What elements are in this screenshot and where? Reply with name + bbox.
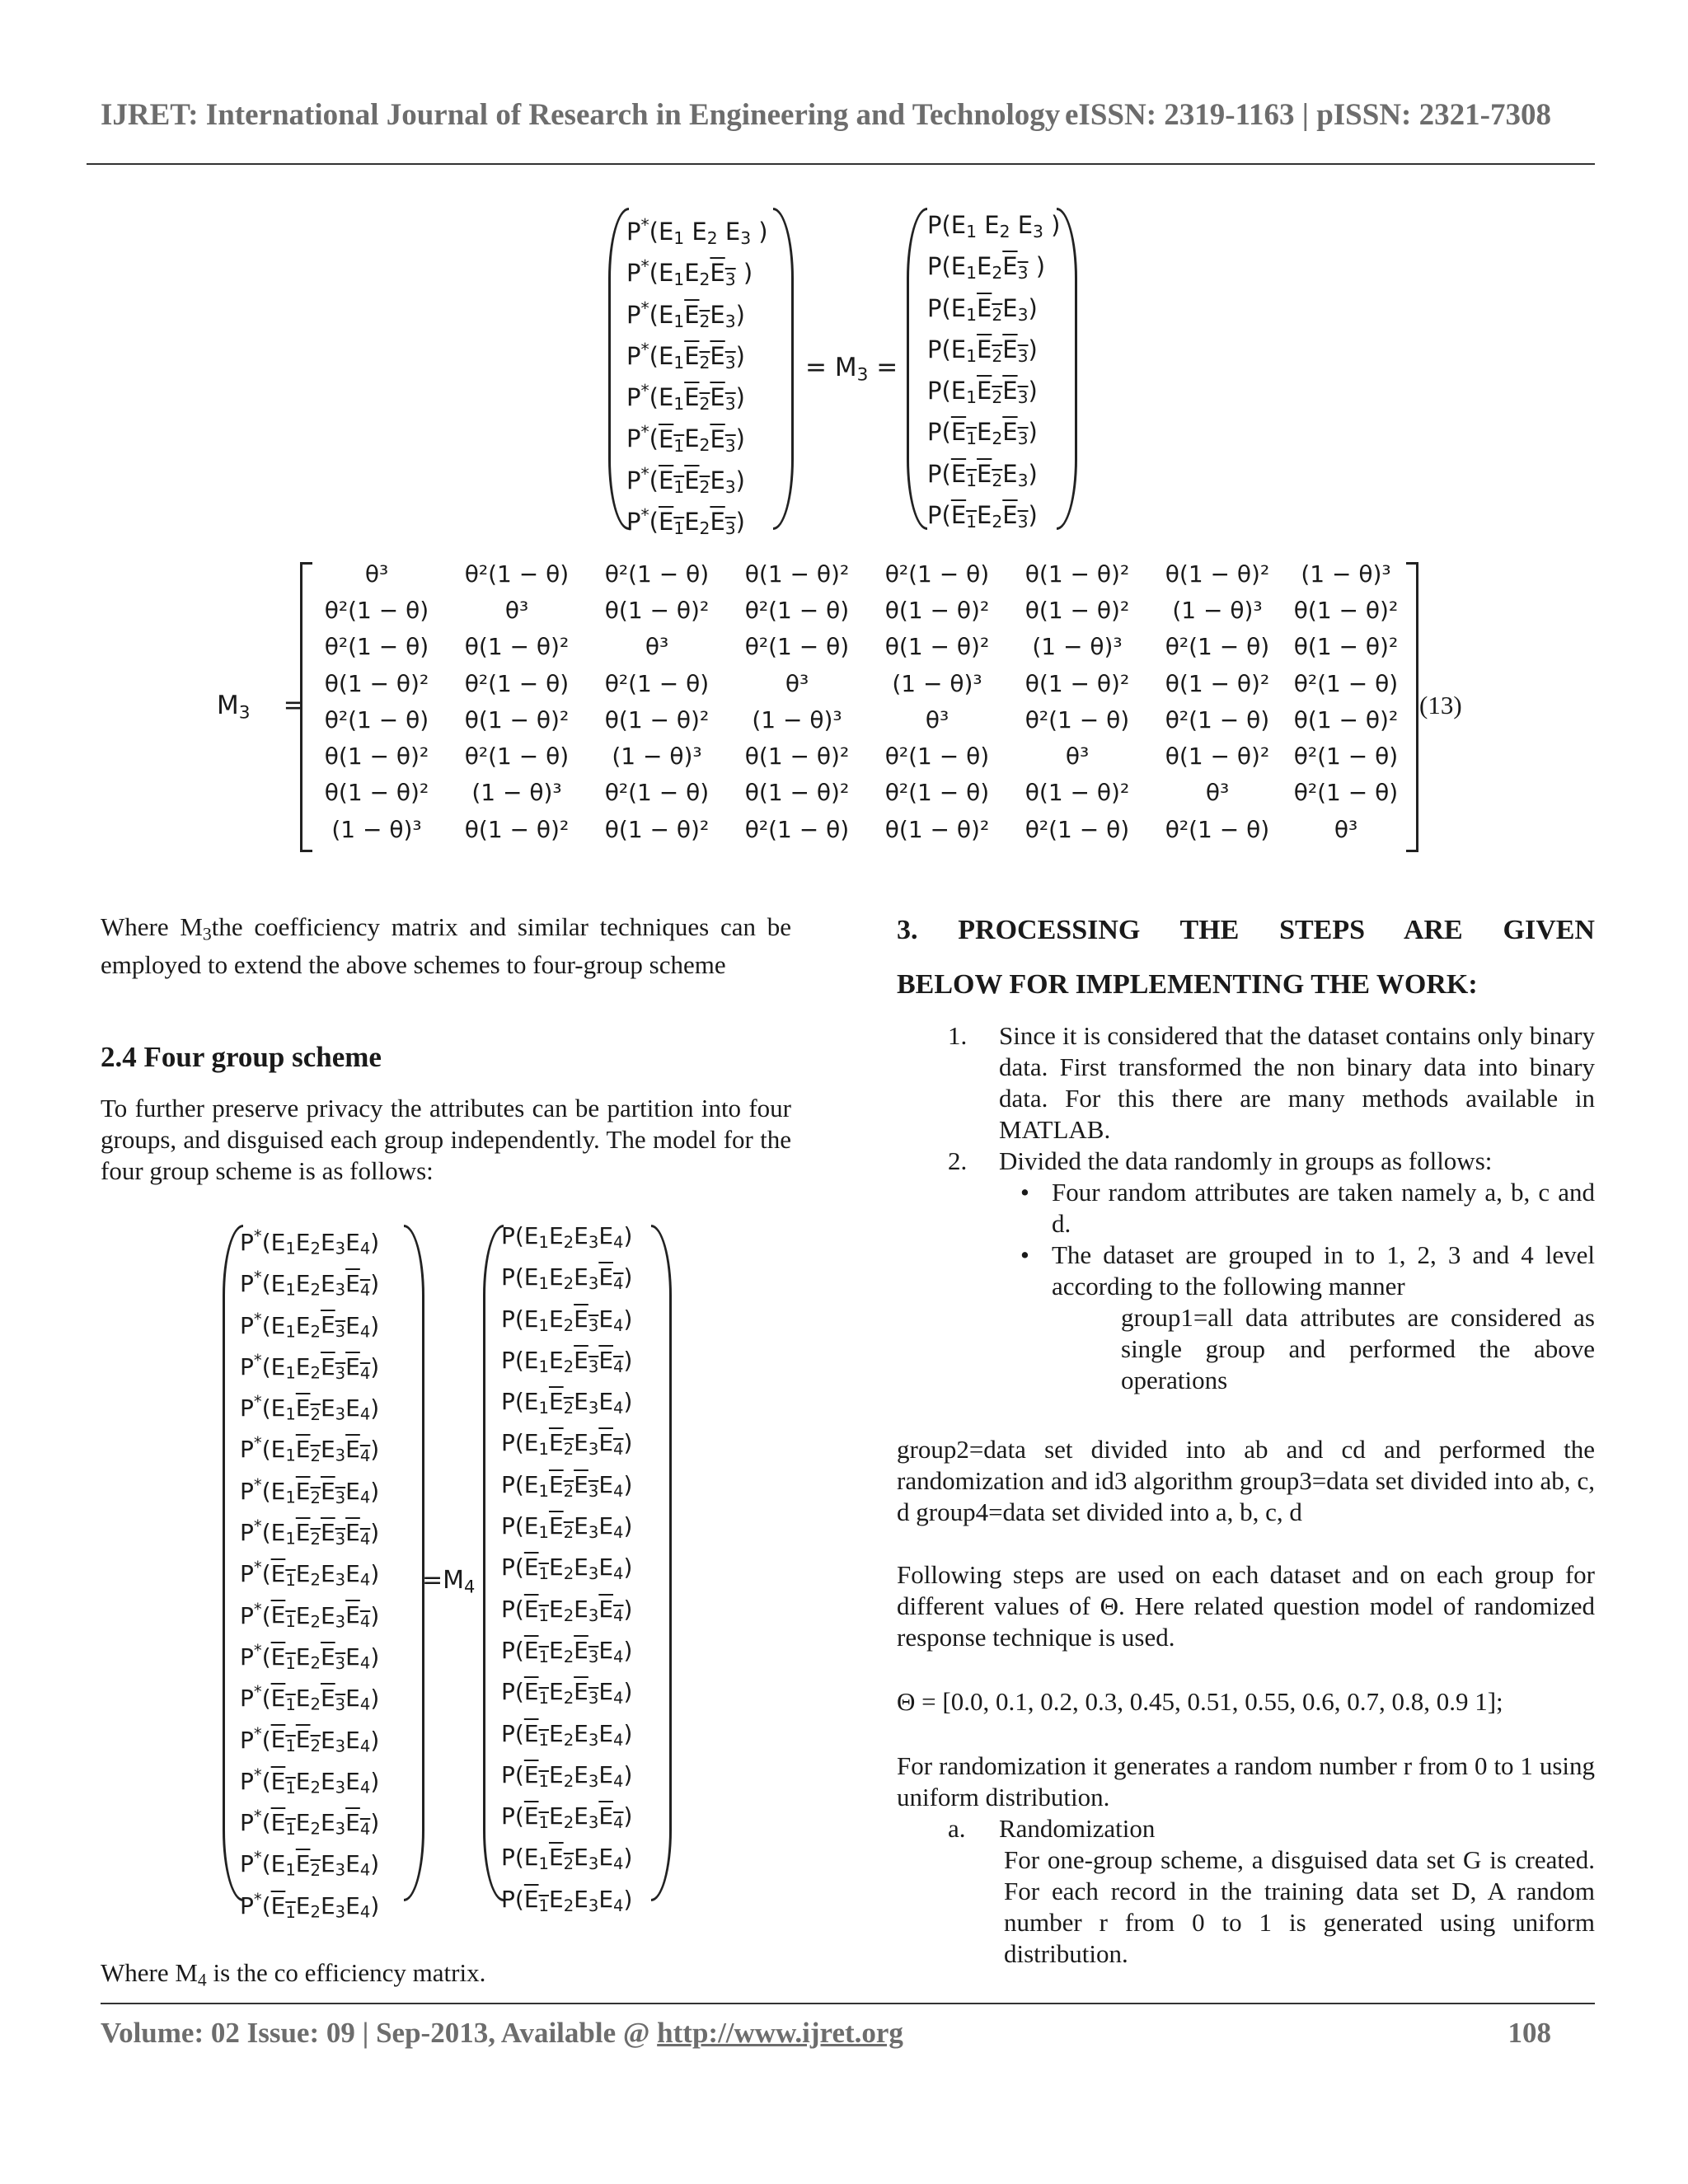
matrix-cell: θ³: [1334, 815, 1358, 843]
matrix-cell: θ(1 − θ)²: [884, 815, 990, 843]
equation-number-13: (13): [1419, 691, 1462, 719]
right-vector-paren: [404, 1225, 424, 1901]
matrix-cell: θ²(1 − θ): [1165, 705, 1270, 733]
matrix-cell: θ(1 − θ)²: [884, 596, 990, 624]
bullet-icon: •: [1020, 1178, 1029, 1207]
footer-rule: [101, 2003, 1595, 2004]
journal-title: IJRET: International Journal of Research in Engineering and Technology: [101, 98, 1061, 132]
matrix-cell: θ(1 − θ)²: [324, 743, 429, 771]
matrix-cell: θ(1 − θ)²: [1293, 705, 1399, 733]
group1-text: group1=all data attributes are considered as single group and performed the above operations: [1121, 1303, 1595, 1394]
matrix-cell: θ(1 − θ)²: [604, 815, 710, 843]
list-item-1: Since it is considered that the dataset contains only binary data. First transformed the non binary data into binary data. For this there are many methods available in MATLAB.: [999, 1021, 1595, 1144]
matrix-cell: θ³: [364, 560, 389, 588]
randomization-description: For one-group scheme, a disguised data set G is created. For each record in the training data set D, A random number r from 0 to 1 is generated using uniform distribution.: [1004, 1845, 1595, 1968]
paragraph-four-group: To further preserve privacy the attributes can be partition into four groups, and disguised each group independently. The model for the four group scheme is as follows:: [101, 1094, 791, 1185]
matrix-cell: θ²(1 − θ): [604, 779, 710, 807]
journal-header: [101, 97, 1592, 133]
matrix-cell: θ(1 − θ)²: [1025, 779, 1130, 807]
matrix-cell: (1 − θ)³: [331, 815, 422, 843]
journal-link[interactable]: http://www.ijret.org: [657, 2017, 903, 2049]
paragraph-following-steps: Following steps are used on each dataset and on each group for different values of Θ. Here related question model of randomized response technique is used.: [897, 1560, 1595, 1652]
matrix-cell: θ²(1 − θ): [464, 669, 570, 697]
section-heading-2-4: 2.4 Four group scheme: [101, 1041, 382, 1073]
matrix-row: [307, 629, 1404, 665]
matrix-row: [307, 701, 1404, 738]
matrix-cell: θ²(1 − θ): [324, 596, 429, 624]
list-item-2: Divided the data randomly in groups as follows:: [999, 1146, 1493, 1175]
matrix-cell: θ(1 − θ)²: [884, 633, 990, 661]
matrix-cell: θ(1 − θ)²: [744, 560, 850, 588]
section-heading-3-continued: BELOW FOR IMPLEMENTING THE WORK:: [897, 969, 1478, 1000]
matrix-cell: θ²(1 − θ): [464, 743, 570, 771]
matrix-cell: θ²(1 − θ): [324, 633, 429, 661]
p-vector-3: $P(E_1$ $E_2$ $E_3$ ) $P(E_1E_2E_3$ ) $P(E_1E_2E_3)$ $P(E_1E_2E_3)$ $P(E_1E_2E_3)$ $P(E_1E_2E_3)$ $P(E_1E_2E_3)$ $P(E_1E_2E_3)$: [927, 211, 1061, 532]
page-footer: [101, 2017, 1551, 2050]
page-number: 108: [1507, 2017, 1551, 2049]
matrix-row: [307, 665, 1404, 701]
matrix-cell: θ(1 − θ)²: [464, 705, 570, 733]
matrix-cell: (1 − θ)³: [892, 669, 982, 697]
matrix-cell: θ(1 − θ)²: [744, 743, 850, 771]
matrix-cell: θ³: [785, 669, 809, 697]
matrix-cell: θ²(1 − θ): [744, 596, 850, 624]
matrix-cell: θ(1 − θ)²: [324, 779, 429, 807]
matrix-cell: θ(1 − θ)²: [1025, 560, 1130, 588]
matrix-row: [307, 811, 1404, 847]
matrix-cell: θ²(1 − θ): [1293, 779, 1399, 807]
matrix-cell: (1 − θ)³: [471, 779, 562, 807]
matrix-cell: θ²(1 − θ): [1025, 815, 1130, 843]
matrix-cell: θ²(1 − θ): [884, 779, 990, 807]
paragraph-group2: group2=data set divided into ab and cd and performed the randomization and id3 algorithm group3=data set divided into ab, c, d group4=data set divided into a, b, c, d: [897, 1435, 1595, 1526]
matrix-cell: θ(1 − θ)²: [464, 633, 570, 661]
m3-matrix-right-bracket: [1406, 562, 1418, 852]
matrix-cell: θ³: [925, 705, 950, 733]
pstar-vector-4: $P^*(E_1E_2E_3E_4)$ $P^*(E_1E_2E_3E_4)$ $P^*(E_1E_2E_3E_4)$ $P^*(E_1E_2E_3E_4)$ $P^*(E_1E_2E_3E_4)$ $P^*(E_1E_2E_3E_4)$ $P^*(E_1E_2E_3E_4)$ $P^*(E_1E_2E_3E_4)$ $P^*(E_1E_2E_3E_4)$ $P^*(E_1E_2E_3E_4)$ $P^*(E_1E_2E_3E_4)$ $P^*(E_1E_2E_3E_4)$ $P^*(E_1E_2E_3E_4)$ $P^*(E_1E_2E_3E_4)$ $P^*(E_1E_2E_3E_4)$ $P^*(E_1E_2E_3E_4)$ $P^*(E_1E_2E_3E_4)$: [240, 1226, 380, 1922]
matrix-cell: (1 − θ)³: [612, 743, 702, 771]
theta-values: Θ = [0.0, 0.1, 0.2, 0.3, 0.45, 0.51, 0.55, 0.6, 0.7, 0.8, 0.9 1];: [897, 1687, 1503, 1716]
matrix-row: [307, 738, 1404, 774]
right-vector-paren: [1057, 208, 1077, 530]
matrix-cell: θ²(1 − θ): [1165, 633, 1270, 661]
footer-volume: Volume: 02 Issue: 09 | Sep-2013, Available @: [101, 2017, 658, 2049]
matrix-cell: θ²(1 − θ): [464, 560, 570, 588]
matrix-cell: θ³: [1205, 779, 1230, 807]
matrix-row: [307, 775, 1404, 811]
matrix-cell: θ²(1 − θ): [604, 560, 710, 588]
m4-equals: $=M_4$: [422, 1566, 476, 1597]
matrix-cell: (1 − θ)³: [1172, 596, 1263, 624]
matrix-cell: θ(1 − θ)²: [604, 596, 710, 624]
m3-matrix-label: $M_3$ =: [217, 691, 305, 724]
matrix-cell: θ(1 − θ)²: [1025, 596, 1130, 624]
matrix-cell: θ(1 − θ)²: [1293, 633, 1399, 661]
matrix-row: [307, 592, 1404, 628]
paragraph-where-m3: Where $M_3the$ coefficiency matrix and similar techniques can be employed to extend the above schemes to four-group scheme: [101, 912, 791, 980]
matrix-row: [307, 555, 1404, 592]
matrix-cell: θ(1 − θ)²: [604, 705, 710, 733]
matrix-cell: θ²(1 − θ): [1025, 705, 1130, 733]
list-number-1: 1.: [948, 1021, 968, 1050]
pstar-vector-3: $P^*(E_1$ $E_2$ $E_3$ ) $P^*(E_1E_2E_3$ ) $P^*(E_1E_2E_3)$ $P^*(E_1E_2E_3)$ $P^*(E_1E_2E_3)$ $P^*(E_1E_2E_3)$ $P^*(E_1E_2E_3)$ $P^*(E_1E_2E_3)$: [626, 215, 768, 539]
matrix-cell: θ²(1 − θ): [884, 743, 990, 771]
matrix-cell: θ²(1 − θ): [1293, 669, 1399, 697]
section-heading-3: 3. PROCESSING THE STEPS ARE GIVEN: [897, 915, 1595, 945]
matrix-cell: θ³: [504, 596, 529, 624]
matrix-cell: θ(1 − θ)²: [1293, 596, 1399, 624]
matrix-cell: θ(1 − θ)²: [1165, 560, 1270, 588]
header-rule: [87, 163, 1595, 165]
bullet-icon: •: [1020, 1240, 1029, 1269]
matrix-cell: θ(1 − θ)²: [1165, 743, 1270, 771]
bullet-item-1: Four random attributes are taken namely a, b, c and d.: [1052, 1178, 1595, 1238]
paragraph-where-m4: Where $M_4$ is the co efficiency matrix.: [101, 1958, 486, 1990]
matrix-cell: (1 − θ)³: [752, 705, 842, 733]
matrix-cell: θ(1 − θ)²: [1025, 669, 1130, 697]
matrix-cell: θ³: [645, 633, 669, 661]
matrix-cell: (1 − θ)³: [1032, 633, 1123, 661]
matrix-cell: θ²(1 − θ): [744, 633, 850, 661]
matrix-cell: θ(1 − θ)²: [744, 779, 850, 807]
right-vector-paren: [773, 208, 794, 530]
matrix-cell: θ²(1 − θ): [1293, 743, 1399, 771]
matrix-cell: θ³: [1065, 743, 1090, 771]
matrix-cell: θ(1 − θ)²: [1165, 669, 1270, 697]
m3-matrix: [307, 555, 1404, 847]
matrix-cell: θ(1 − θ)²: [464, 815, 570, 843]
m3-equals: = $M_3$ =: [805, 353, 898, 386]
p-vector-4: $P(E_1E_2E_3E_4)$ $P(E_1E_2E_3E_4)$ $P(E_1E_2E_3E_4)$ $P(E_1E_2E_3E_4)$ $P(E_1E_2E_3E_4)$ $P(E_1E_2E_3E_4)$ $P(E_1E_2E_3E_4)$ $P(E_1E_2E_3E_4)$ $P(E_1E_2E_3E_4)$ $P(E_1E_2E_3E_4)$ $P(E_1E_2E_3E_4)$ $P(E_1E_2E_3E_4)$ $P(E_1E_2E_3E_4)$ $P(E_1E_2E_3E_4)$ $P(E_1E_2E_3E_4)$ $P(E_1E_2E_3E_4)$ $P(E_1E_2E_3E_4)$: [501, 1222, 633, 1915]
matrix-cell: θ(1 − θ)²: [324, 669, 429, 697]
matrix-cell: θ²(1 − θ): [1165, 815, 1270, 843]
matrix-cell: θ²(1 − θ): [744, 815, 850, 843]
matrix-cell: (1 − θ)³: [1301, 560, 1391, 588]
list-number-2: 2.: [948, 1146, 968, 1175]
list-item-a: Randomization: [999, 1814, 1156, 1843]
matrix-cell: θ²(1 − θ): [324, 705, 429, 733]
paragraph-randomization: For randomization it generates a random number r from 0 to 1 using uniform distribution.: [897, 1751, 1595, 1811]
issn-line: eISSN: 2319-1163 | pISSN: 2321-7308: [1065, 98, 1551, 132]
bullet-item-2: The dataset are grouped in to 1, 2, 3 and 4 level according to the following manner: [1052, 1240, 1595, 1301]
matrix-cell: θ²(1 − θ): [884, 560, 990, 588]
matrix-cell: θ²(1 − θ): [604, 669, 710, 697]
right-vector-paren: [651, 1225, 672, 1901]
list-letter-a: a.: [948, 1814, 966, 1843]
left-vector-paren: [907, 208, 927, 530]
